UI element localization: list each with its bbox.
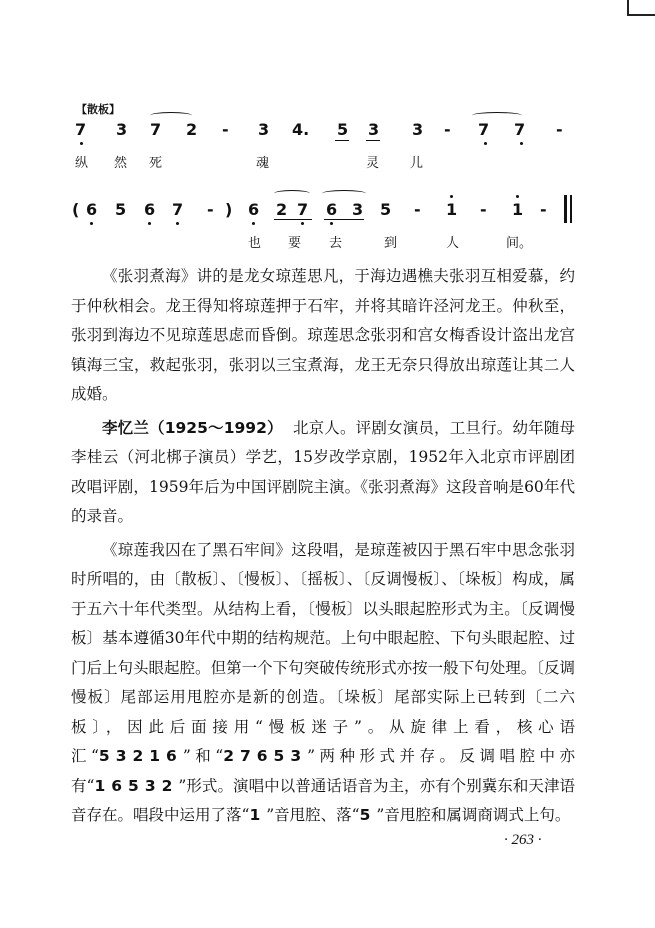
score-note: 3: [368, 120, 380, 139]
low-dot: [301, 222, 304, 225]
score-note: 7: [75, 120, 87, 139]
score-note: 6: [326, 200, 338, 219]
analysis-text: ”两种形式并存。反调唱腔中亦有“: [71, 747, 575, 795]
final-barline: [570, 195, 572, 223]
bio-text: 北京人。评剧女演员，工旦行。幼年随母李桂云（河北梆子演员）学艺，15岁改学京剧，1952年入北京市评剧团改唱评剧，1959年后为中国评剧院主演。《张羽煮海》这段音响是60年代的录音。: [71, 418, 575, 525]
lyric-char: 魂: [256, 156, 270, 171]
analysis-text: ”音甩腔和属调商调式上句。: [376, 806, 571, 824]
notation-score: [0, 0, 655, 260]
score-note: -: [207, 200, 214, 219]
score-note: 4.: [292, 120, 310, 139]
notation-inline: 16532: [94, 776, 179, 795]
lyric-char: 灵: [366, 156, 380, 171]
slur-mark: [322, 190, 366, 197]
score-note: 7: [150, 120, 162, 139]
score-note: 2: [186, 120, 198, 139]
score-note: 7: [172, 200, 184, 219]
lyric-char: 间。: [506, 236, 533, 251]
lyric-char: 纵: [75, 156, 89, 171]
analysis-text: ”音甩腔、落“: [266, 806, 360, 824]
low-dot: [330, 222, 333, 225]
score-note: 7: [297, 200, 309, 219]
score-note: -: [556, 120, 563, 139]
notation-inline: 5: [359, 806, 377, 824]
lyric-char: 到: [384, 236, 398, 251]
underline-mark: [366, 140, 380, 141]
underline-mark: [324, 219, 364, 220]
paragraph-analysis: [71, 536, 575, 831]
score-note: 1: [446, 200, 458, 219]
paragraph-bio: [71, 414, 575, 532]
low-dot: [90, 222, 93, 225]
underline-mark: [274, 219, 312, 220]
low-dot: [484, 142, 487, 145]
score-note: 7: [514, 120, 526, 139]
score-note: -: [222, 120, 229, 139]
paragraph-plot: 《张羽煮海》讲的是龙女琼莲思凡，于海边遇樵夫张羽互相爱慕，约于仲秋相会。龙王得知将琼莲押于石牢，并将其暗许泾河龙王。仲秋至，张羽到海边不见琼莲思虑而昏倒。琼莲思念张羽和宫女梅香设计盗出龙宫镇海三宝，救起张羽，张羽以三宝煮海，龙王无奈只得放出琼莲让其二人成婚。: [71, 267, 575, 403]
lyric-char: 儿: [410, 156, 424, 171]
underline-mark: [335, 140, 349, 141]
page-number: · 263 ·: [504, 832, 542, 848]
lyric-char: 死: [149, 156, 163, 171]
lyric-char: 也: [248, 236, 262, 251]
lyric-char: 然: [114, 156, 128, 171]
lyric-char: 人: [446, 236, 460, 251]
score-note: 3: [352, 200, 364, 219]
notation-inline: 53216: [98, 747, 183, 765]
notation-inline: 27653: [223, 747, 308, 765]
score-note: 3: [258, 120, 270, 139]
score-note: 3: [412, 120, 424, 139]
slur-mark: [274, 190, 310, 197]
score-note: 5: [380, 200, 392, 219]
lyric-char: 要: [288, 236, 302, 251]
paren-open: (: [72, 200, 80, 219]
high-dot: [450, 195, 453, 198]
final-barline: [564, 195, 567, 223]
lyric-char: 去: [329, 236, 343, 251]
low-dot: [176, 222, 179, 225]
low-dot: [80, 142, 83, 145]
low-dot: [252, 222, 255, 225]
analysis-text: 《琼莲我囚在了黑石牢间》这段唱，是琼莲被囚于黑石牢中思念张羽时所唱的，由〔散板〕、〔慢板〕、〔摇板〕、〔反调慢板〕、〔垛板〕构成，属于五六十年代类型。从结构上看，〔慢板〕以头眼起腔形式为主。〔反调慢板〕基本遵循30年代中期的结构规范。上句中眼起腔、下句头眼起腔、过门后上句头眼起腔。但第一个下句突破传统形式亦按一般下句处理。〔反调慢板〕尾部运用甩腔亦是新的创造。〔垛板〕尾部实际上已转到〔二六板〕，因此后面接用“慢板迷子”。从旋律上看，核心语汇“: [71, 540, 575, 765]
score-note: 6: [248, 200, 260, 219]
body-text: [71, 262, 575, 835]
bio-name: 李忆兰（1925～1992）: [102, 418, 283, 437]
score-note: -: [480, 200, 487, 219]
low-dot: [520, 142, 523, 145]
notation-inline: 1: [249, 806, 267, 824]
score-note: -: [540, 200, 547, 219]
score-note: -: [444, 120, 451, 139]
high-dot: [516, 195, 519, 198]
analysis-text: ”形式。演唱中以普通话语音为主，亦有个别冀东和天津语音存在。唱段中运用了落“: [71, 776, 575, 824]
tempo-tag: 【散板】: [76, 103, 120, 116]
score-note: 2: [276, 200, 288, 219]
score-note: 1: [512, 200, 524, 219]
score-note: 6: [144, 200, 156, 219]
score-note: 6: [86, 200, 98, 219]
paren-close: ): [225, 200, 233, 219]
score-note: 7: [478, 120, 490, 139]
score-note: 5: [115, 200, 127, 219]
slur-mark: [150, 112, 192, 119]
score-note: -: [414, 200, 421, 219]
slur-mark: [472, 112, 522, 119]
score-note: 5: [337, 120, 349, 139]
analysis-text: ”和“: [182, 747, 224, 765]
score-note: 3: [116, 120, 128, 139]
low-dot: [148, 222, 151, 225]
